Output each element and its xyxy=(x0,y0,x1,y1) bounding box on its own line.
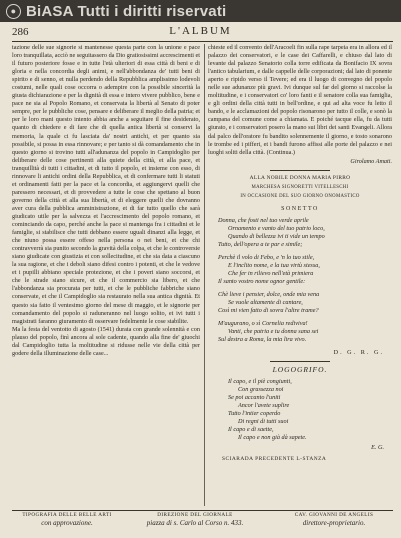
verse-line: Sul destra a Roma, la mia lira vivo. xyxy=(218,336,307,344)
watermark-text: BiASA Tutti i diritti riservati xyxy=(26,2,227,20)
section-rule xyxy=(270,170,330,171)
puzzle-line: Tutto l'intier coperdo xyxy=(228,409,281,417)
dedication-line: IN OCCASIONE DEL SUO GIORNO ONOMASTICO xyxy=(240,193,360,199)
footer-printer-note: con approvazione. xyxy=(41,518,93,527)
footer-editor-label: CAV. GIOVANNI DE ANGELIS xyxy=(294,512,374,518)
sonnet-stanza xyxy=(218,320,392,344)
journal-title: L'ALBUM xyxy=(169,25,232,37)
footer-direction xyxy=(130,512,260,527)
puzzle-line: Il capo, e il piè congiunti, xyxy=(228,377,292,385)
puzzle-line: Ancor l'avete suplire xyxy=(238,401,290,409)
footer-printer-label: TIPOGRAFIA DELLE BELLE ARTI xyxy=(22,512,112,518)
footer-editor-note: direttore-proprietario. xyxy=(302,518,366,527)
verse-line: Donna, che fosti nel tuo verde aprile xyxy=(218,216,309,224)
left-column xyxy=(12,44,200,509)
puzzle-line: Se poi accanto l'uniti xyxy=(228,393,281,401)
page-number: 286 xyxy=(12,26,29,38)
puzzle-line: Il capo e non già dà sapete. xyxy=(238,433,307,441)
verse-line: E l'inclito nome, e la tua virtù stessa, xyxy=(228,261,320,269)
right-column xyxy=(208,44,392,509)
verse-line: Quando di bellezza ivi ti vide un tempo xyxy=(228,232,325,240)
verse-line: Chè lieve i pensier, dolce, onde mia vena xyxy=(218,291,320,299)
sonnet-initials: D. G. R. G. xyxy=(333,349,384,357)
verse-line: Se vuole altamente di cantare, xyxy=(228,299,303,307)
footer-editor xyxy=(274,512,394,527)
sciarada-note: SCIARADA PRECEDENTE L-STANZA xyxy=(222,455,327,462)
verse-line: Perchè il volo di Febo, e 'n lo tuo stile, xyxy=(218,253,315,261)
header-rule xyxy=(12,41,393,42)
dedication-line: MARCHESA SIGNORETTI VITELLESCHI xyxy=(251,184,349,190)
sonnet-stanza xyxy=(218,217,392,249)
seal-icon: ● xyxy=(6,4,21,19)
verse-line: Il santo vostro nome ognor gentile: xyxy=(218,278,306,286)
puzzle-line: Di regni di tutti suoi xyxy=(238,417,289,425)
footer-printer xyxy=(12,512,122,527)
sonnet xyxy=(208,217,392,345)
sonnet-stanza xyxy=(218,291,392,315)
section-rule xyxy=(270,361,330,362)
footer-direction-note: piazza di s. Carlo al Corso n. 433. xyxy=(146,518,244,527)
verse-line: M'augurano, o sì Cornelia rediviva! xyxy=(218,320,308,328)
puzzle-line: Il capo e di saette, xyxy=(228,425,274,433)
verse-line: Tutto, dell'opera a te par e simile; xyxy=(218,240,303,248)
page-header xyxy=(0,24,401,40)
footer-rule xyxy=(12,510,393,511)
sonnet-title: SONETTO xyxy=(281,205,319,212)
logogrifo-signature: E. G. xyxy=(371,443,384,451)
sonnet-stanza xyxy=(218,254,392,286)
verse-line: Ornamento e vanto del tuo patrio loco, xyxy=(228,224,325,232)
watermark-banner xyxy=(0,0,401,22)
logogrifo-puzzle xyxy=(208,378,392,442)
page-footer xyxy=(12,512,393,536)
verse-line: Che fer in rilievo nell'età primiera xyxy=(228,270,314,278)
verse-line: Vanti, che patria e tu donna sana sei xyxy=(228,328,319,336)
column-divider xyxy=(204,44,205,506)
verse-line: Così mi vien fatto di sovra l'altre trame? xyxy=(218,307,319,315)
footer-direction-label: DIREZIONE DEL GIORNALE xyxy=(157,512,233,518)
logogrifo-title: LOGOGRIFO. xyxy=(272,365,328,375)
author-signature: Girolamo Amati. xyxy=(350,157,392,165)
article-paragraph: tazione delle sue signorie si mantenesse questa parte con la unione e pace loro tranquillata, acciò ne seguitassero da Dio gratiosissimi accrescimenti et il futuro posteriore fosse e in tutte l'età ulteriori di essa città di beni e di gloria e nella concordia degli animi, e nell'abbondanza de' tutti beni di spirito e di senno, et nulla perdendo della Repubblica amplissimo lodevoli costumi, nelle quali cose occorra o adempire con la possibile sincerità la giusta dichiarazione e per la dignità di essa e intero vivere pubblico, bene e pace ne sia al Popolo Romano, et conservata la libertà al Senato di poter sempre, per le pubbliche cose, pensare e deliberare il meglio della patria; et per le loro mani questo intento abbia anche a seguitare il fine desiderato, quanto di chiedere e di fare che di quella antica libertà si conservi la memoria, la quale ci fu lasciata da' nostri antichi, et per quanto sia possibile, si possa in essa rinnovare; e per tanto si dà comandamento che in questo giorno si trovino tutti all'adunanza del popolo in Campidoglio per deliberare delle cose pertinenti alla quiete della città, et alla pace, et tranquillità di tutti i cittadini, et di tutto il popolo, et insieme con esso, di rinnovare li antichi ordini della Repubblica, et di confermare tutti li statuti et ordinamenti fatti per la pace et la concordia, et aggiungervi quelli che paressero necessari, et di provvedere a tutte le cose che spettano al buon governo della città et alla sua libertà, et di eleggere quelli che dovranno aver cura della pubblica amministrazione, et di far tutto quello che sarà giudicato utile per la salvezza et l'accrescimento del popolo romano, et cominciando da capo, perché anche la pace si mantenga fra i cittadini et le famiglie, si stabilisce che tutti debbano essere uguali dinanzi alla legge, et che niuno possa essere offeso nella persona o nei beni, et che chi contravverrà sia punito secondo la gravità della colpa, et che le controversie siano giudicate con giustizia et con sollecitudine, et che sia data a ciascuno la sua ragione, et che i deboli siano difesi contro i potenti, et che le vedove et i pupilli abbiano speciale protezione, et che i poveri siano soccorsi, et che le strade siano sicure, et che il commercio sia libero, et che l'abbondanza sia procurata per tutti, et che le pubbliche fabbriche siano conservate, et che il Campidoglio sia restaurato nella sua antica dignità. Et questo sia fatto il ventesimo giorno del mese di maggio, et le signorie per comandamento del popolo si raduneranno nel luogo solito, et ivi tutti i magistrati faranno giuramento di osservare fedelmente le cose stabilite. xyxy=(12,44,200,325)
article-continuation: chieste ed il convento dell'Aracoeli fin sulla rape tarpeia era in allora ed il palazzo dei conservatori, e le case dei Caffarelli, e chiuso dal lato di levante dal palazzo Senatorio colla torre edificata da Bonifacio IX sovra l'antico tabularium, e dalle cappelle delle corporazioni; dal lato di ponente aperto e ripido verso il Tevere; ed era il luogo di convegno del popolo nelle sue adunanze più gravi. Ivi dunque sul far del giorno si raccolse la moltitudine, e i conservatori co' loro fanti e il senatore colla sua famiglia, e gli ordini della città tutti in bell'ordine, e qui ad alta voce fu letto il bando, e le acclamazioni del popolo risonarono per tutto il colle, e sonò la campana del comune come a chiamata. E poiché tacque ella, fu da tutti giurato, e i conservatori posero la mano sui libri dei santi Evangeli. Allora dal palco dell'oratore fu bandito solennemente il giorno, e tosto sonarono le trombe ed i pifferi, et i bandi furono affissi alle porte del palazzo e nei luoghi soliti della città. (Continua.) xyxy=(208,44,392,156)
puzzle-line: Con grassezza noi xyxy=(238,385,284,393)
article-paragraph: Ma la festa del ventotto di agosto (1541) durata con grande solennità e con plauso del popolo, finì ancora al sole cadente, quando alla fine de' giuochi dal Campidoglio tutta la moltitudine si ridusse nelle vie della città per godere della illuminazione delle case... xyxy=(12,325,200,357)
dedication-line: ALLA NOBILE DONNA MARIA PIRRO xyxy=(249,174,351,181)
